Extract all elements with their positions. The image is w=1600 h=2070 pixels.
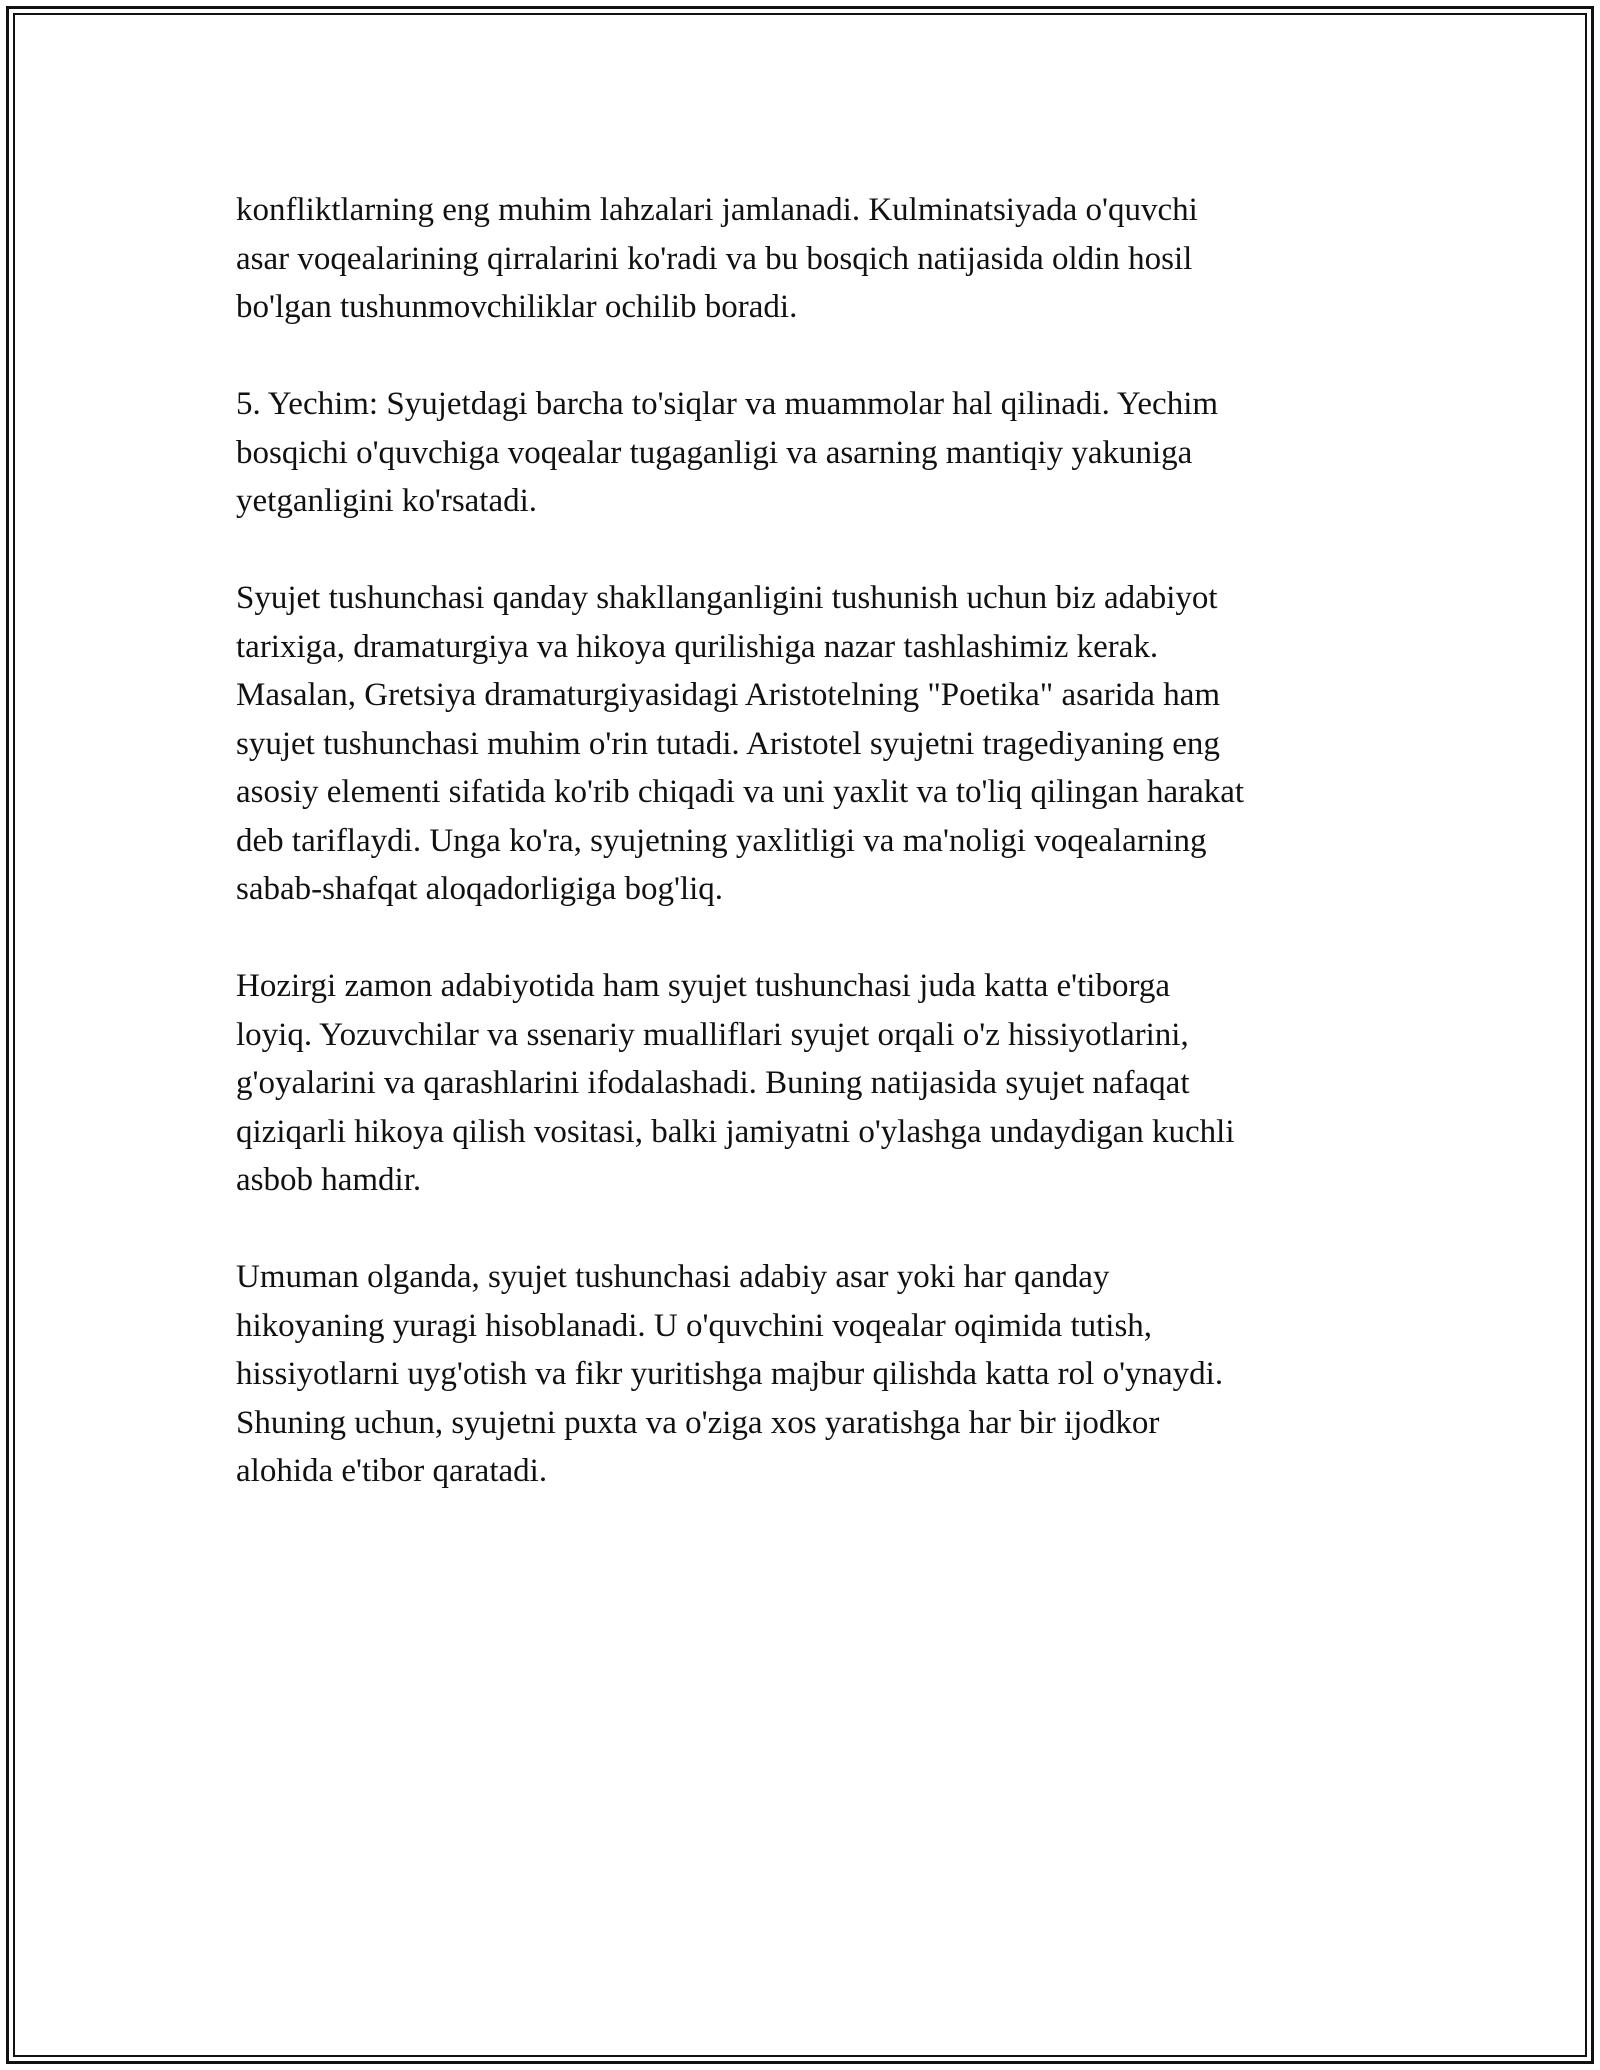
- text-line: Masalan, Gretsiya dramaturgiyasidagi Aristotelning "Poetika" asarida ham: [236, 677, 1221, 713]
- paragraph-1: [236, 186, 1386, 332]
- text-line: Umuman olganda, syujet tushunchasi adabiy asar yoki har qanday: [236, 1259, 1110, 1295]
- text-line: Shuning uchun, syujetni puxta va o'ziga xos yaratishga har bir ijodkor: [236, 1404, 1160, 1441]
- text-line: loyiq. Yozuvchilar va ssenariy mualliflari syujet orqali o'z hissiyotlarini,: [236, 1016, 1189, 1053]
- text-line: alohida e'tibor qaratadi.: [236, 1453, 548, 1489]
- paragraph-5: [236, 1253, 1386, 1496]
- paragraph-2: [236, 380, 1386, 526]
- text-line: sabab-shafqat aloqadorligiga bog'liq.: [236, 871, 724, 907]
- text-line: asbob hamdir.: [236, 1162, 422, 1198]
- text-line: asosiy elementi sifatida ko'rib chiqadi va uni yaxlit va to'liq qilingan harakat: [236, 774, 1245, 810]
- text-line: 5. Yechim: Syujetdagi barcha to'siqlar va muammolar hal qilinadi. Yechim: [236, 386, 1219, 422]
- paragraph-4: [236, 962, 1386, 1205]
- text-line: asar voqealarining qirralarini ko'radi va bu bosqich natijasida oldin hosil: [236, 240, 1193, 277]
- text-line: Hozirgi zamon adabiyotida ham syujet tushunchasi juda katta e'tiborga: [236, 968, 1170, 1004]
- text-line: bosqichi o'quvchiga voqealar tugaganligi va asarning mantiqiy yakuniga: [236, 434, 1193, 471]
- document-body: [236, 186, 1386, 1544]
- text-line: Syujet tushunchasi qanday shakllanganligini tushunish uchun biz adabiyot: [236, 580, 1218, 616]
- text-line: yetganligini ko'rsatadi.: [236, 483, 538, 519]
- text-line: hissiyotlarni uyg'otish va fikr yuritishga majbur qilishda katta rol o'ynaydi.: [236, 1356, 1224, 1392]
- text-line: hikoyaning yuragi hisoblanadi. U o'quvchini voqealar oqimida tutish,: [236, 1307, 1153, 1344]
- text-line: konfliktlarning eng muhim lahzalari jamlanadi. Kulminatsiyada o'quvchi: [236, 192, 1198, 228]
- text-line: tarixiga, dramaturgiya va hikoya qurilishiga nazar tashlashimiz kerak.: [236, 628, 1159, 665]
- text-line: qiziqarli hikoya qilish vositasi, balki jamiyatni o'ylashga undaydigan kuchli: [236, 1113, 1235, 1150]
- text-line: g'oyalarini va qarashlarini ifodalashadi. Buning natijasida syujet nafaqat: [236, 1065, 1190, 1101]
- text-line: syujet tushunchasi muhim o'rin tutadi. Aristotel syujetni tragediyaning eng: [236, 725, 1220, 762]
- text-line: deb tariflaydi. Unga ko'ra, syujetning yaxlitligi va ma'noligi voqealarning: [236, 822, 1207, 859]
- paragraph-3: [236, 574, 1386, 914]
- text-line: bo'lgan tushunmovchiliklar ochilib boradi.: [236, 289, 798, 325]
